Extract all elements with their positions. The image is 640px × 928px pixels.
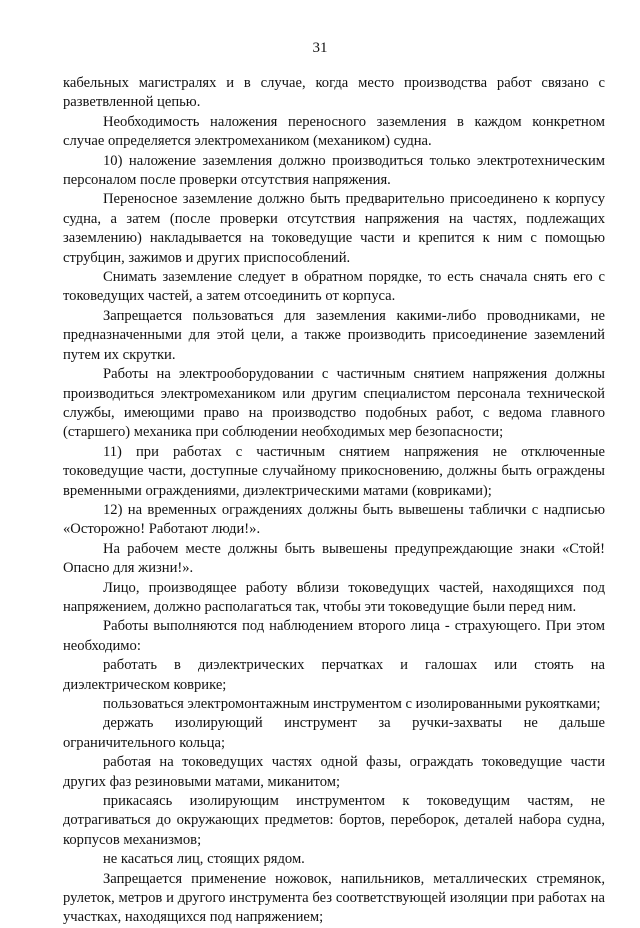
list-item-11: 11) при работах с частичным снятием напряжения не отключенные токоведущие части, доступные случайному прикосновению, должны быть ограждены временными ограждениями, диэлектрическими матами (ковриками); <box>63 443 605 499</box>
paragraph: Работы на электрооборудовании с частичным снятием напряжения должны производиться электромехаником или другим специалистом персонала технической службы, имеющими право на производство подобных работ, с ведома главного (старшего) механика при соблюдении необходимых мер безопасности; <box>63 366 605 441</box>
paragraph: Лицо, производящее работу вблизи токоведущих частей, находящихся под напряжением, должно располагаться так, чтобы эти токоведущие были перед ним. <box>63 579 605 615</box>
requirement-item: держать изолирующий инструмент за ручки-захваты не дальше ограничительного кольца; <box>63 715 605 751</box>
paragraph: Необходимость наложения переносного заземления в каждом конкретном случае определяется электромехаником (механиком) судна. <box>63 113 605 150</box>
page-number: 31 <box>312 40 328 56</box>
requirement-item: не касаться лиц, стоящих рядом. <box>103 851 305 868</box>
paragraph: Снимать заземление следует в обратном порядке, то есть сначала снять его с токоведущих частей, а затем отсоединить от корпуса. <box>63 269 605 305</box>
list-item-12: 12) на временных ограждениях должны быть вывешены таблички с надписью «Осторожно! Работают люди!». <box>63 501 605 538</box>
list-item-10: 10) наложение заземления должно производиться только электротехническим персоналом после проверки отсутствия напряжения. <box>63 152 605 189</box>
paragraph: На рабочем месте должны быть вывешены предупреждающие знаки «Стой! Опасно для жизни!». <box>63 540 605 577</box>
paragraph: Запрещается применение ножовок, напильников, металлических стремянок, рулеток, метров и другого инструмента без соответствующей изоляции при работах на участках, находящихся под напряжением; <box>63 870 605 926</box>
requirement-item: пользоваться электромонтажным инструментом с изолированными рукоятками; <box>103 696 601 712</box>
paragraph: Работы выполняются под наблюдением второго лица - страхующего. При этом необходимо: <box>63 618 605 654</box>
paragraph: Запрещается пользоваться для заземления какими-либо проводниками, не предназначенными для этой цели, а также производить присоединение заземлений путем их скрутки. <box>63 307 605 363</box>
document-body <box>63 74 605 928</box>
requirement-item: работать в диэлектрических перчатках и галошах или стоять на диэлектрическом коврике; <box>63 657 605 693</box>
requirement-item: работая на токоведущих частях одной фазы, ограждать токоведущие части других фаз резиновыми матами, миканитом; <box>63 754 605 790</box>
requirement-item: прикасаясь изолирующим инструментом к токоведущим частям, не дотрагиваться до окружающих предметов: бортов, переборок, деталей набора судна, корпусов механизмов; <box>63 793 605 848</box>
paragraph: Переносное заземление должно быть предварительно присоединено к корпусу судна, а затем (после проверки отсутствия напряжения на частях, подлежащих заземлению) накладывается на токоведущие части и крепится к ним с помощью струбцин, зажимов и других приспособлений. <box>63 191 605 266</box>
paragraph-continuation: кабельных магистралях и в случае, когда место производства работ связано с разветвленной цепью. <box>63 75 605 111</box>
